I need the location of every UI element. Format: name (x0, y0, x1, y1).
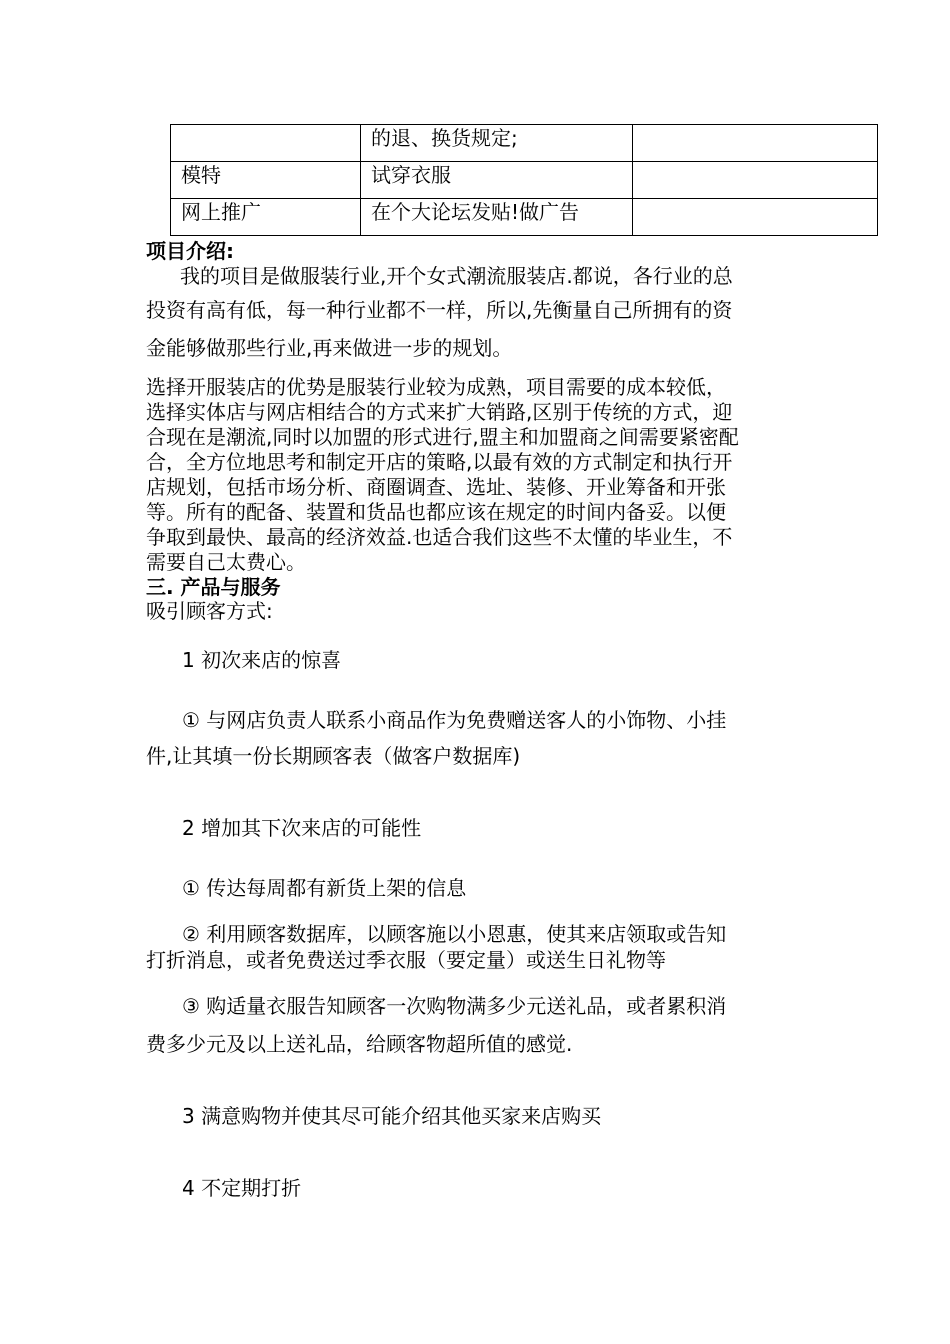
paragraph-line: 需要自己太费心。 (146, 550, 306, 574)
attract-customers-subheading: 吸引顾客方式: (146, 599, 273, 623)
item-4: 4 不定期打折 (182, 1176, 302, 1200)
paragraph-line: 件,让其填一份长期顾客表（做客户数据库) (146, 744, 521, 768)
paragraph-line: 合，全方位地思考和制定开店的策略,以最有效的方式制定和执行开 (146, 450, 733, 474)
section-3-heading: 三. 产品与服务 (146, 575, 281, 599)
paragraph-line: 费多少元及以上送礼品，给顾客物超所值的感觉. (146, 1032, 573, 1056)
plan-table (170, 124, 878, 236)
paragraph-line: 争取到最快、最高的经济效益.也适合我们这些不太懂的毕业生，不 (146, 525, 733, 549)
table-row (171, 125, 878, 162)
table-row (171, 162, 878, 199)
table-cell: 网上推广 (171, 199, 361, 236)
table-cell (633, 199, 878, 236)
table-cell: 在个大论坛发贴!做广告 (361, 199, 633, 236)
table-cell: 试穿衣服 (361, 162, 633, 199)
item-3: 3 满意购物并使其尽可能介绍其他买家来店购买 (182, 1104, 602, 1128)
paragraph-line: 打折消息，或者免费送过季衣服（要定量）或送生日礼物等 (146, 948, 666, 972)
item-1: 1 初次来店的惊喜 (182, 648, 342, 672)
table-cell: 的退、换货规定; (361, 125, 633, 162)
paragraph-line: 选择开服装店的优势是服装行业较为成熟，项目需要的成本较低， (146, 375, 726, 399)
item-2: 2 增加其下次来店的可能性 (182, 816, 422, 840)
paragraph-line: 选择实体店与网店相结合的方式来扩大销路,区别于传统的方式，迎 (146, 400, 733, 424)
paragraph-line: 投资有高有低，每一种行业都不一样，所以,先衡量自己所拥有的资 (146, 298, 733, 322)
item-2-detail-1: ① 传达每周都有新货上架的信息 (182, 876, 467, 900)
paragraph-line: ③ 购适量衣服告知顾客一次购物满多少元送礼品，或者累积消 (182, 994, 727, 1018)
paragraph-line: ① 与网店负责人联系小商品作为免费赠送客人的小饰物、小挂 (182, 708, 727, 732)
table-cell (633, 125, 878, 162)
project-intro-heading: 项目介绍: (146, 239, 234, 263)
paragraph-line: 等。所有的配备、装置和货品也都应该在规定的时间内备妥。以便 (146, 500, 726, 524)
table-row (171, 199, 878, 236)
table-cell (171, 125, 361, 162)
paragraph-line: 店规划，包括市场分析、商圈调查、选址、装修、开业筹备和开张 (146, 475, 726, 499)
table-cell (633, 162, 878, 199)
paragraph-line: ② 利用顾客数据库，以顾客施以小恩惠，使其来店领取或告知 (182, 922, 727, 946)
paragraph-line: 合现在是潮流,同时以加盟的形式进行,盟主和加盟商之间需要紧密配 (146, 425, 739, 449)
table-cell: 模特 (171, 162, 361, 199)
paragraph-line: 金能够做那些行业,再来做进一步的规划。 (146, 336, 513, 360)
paragraph-line: 我的项目是做服装行业,开个女式潮流服装店.都说，各行业的总 (180, 264, 733, 288)
